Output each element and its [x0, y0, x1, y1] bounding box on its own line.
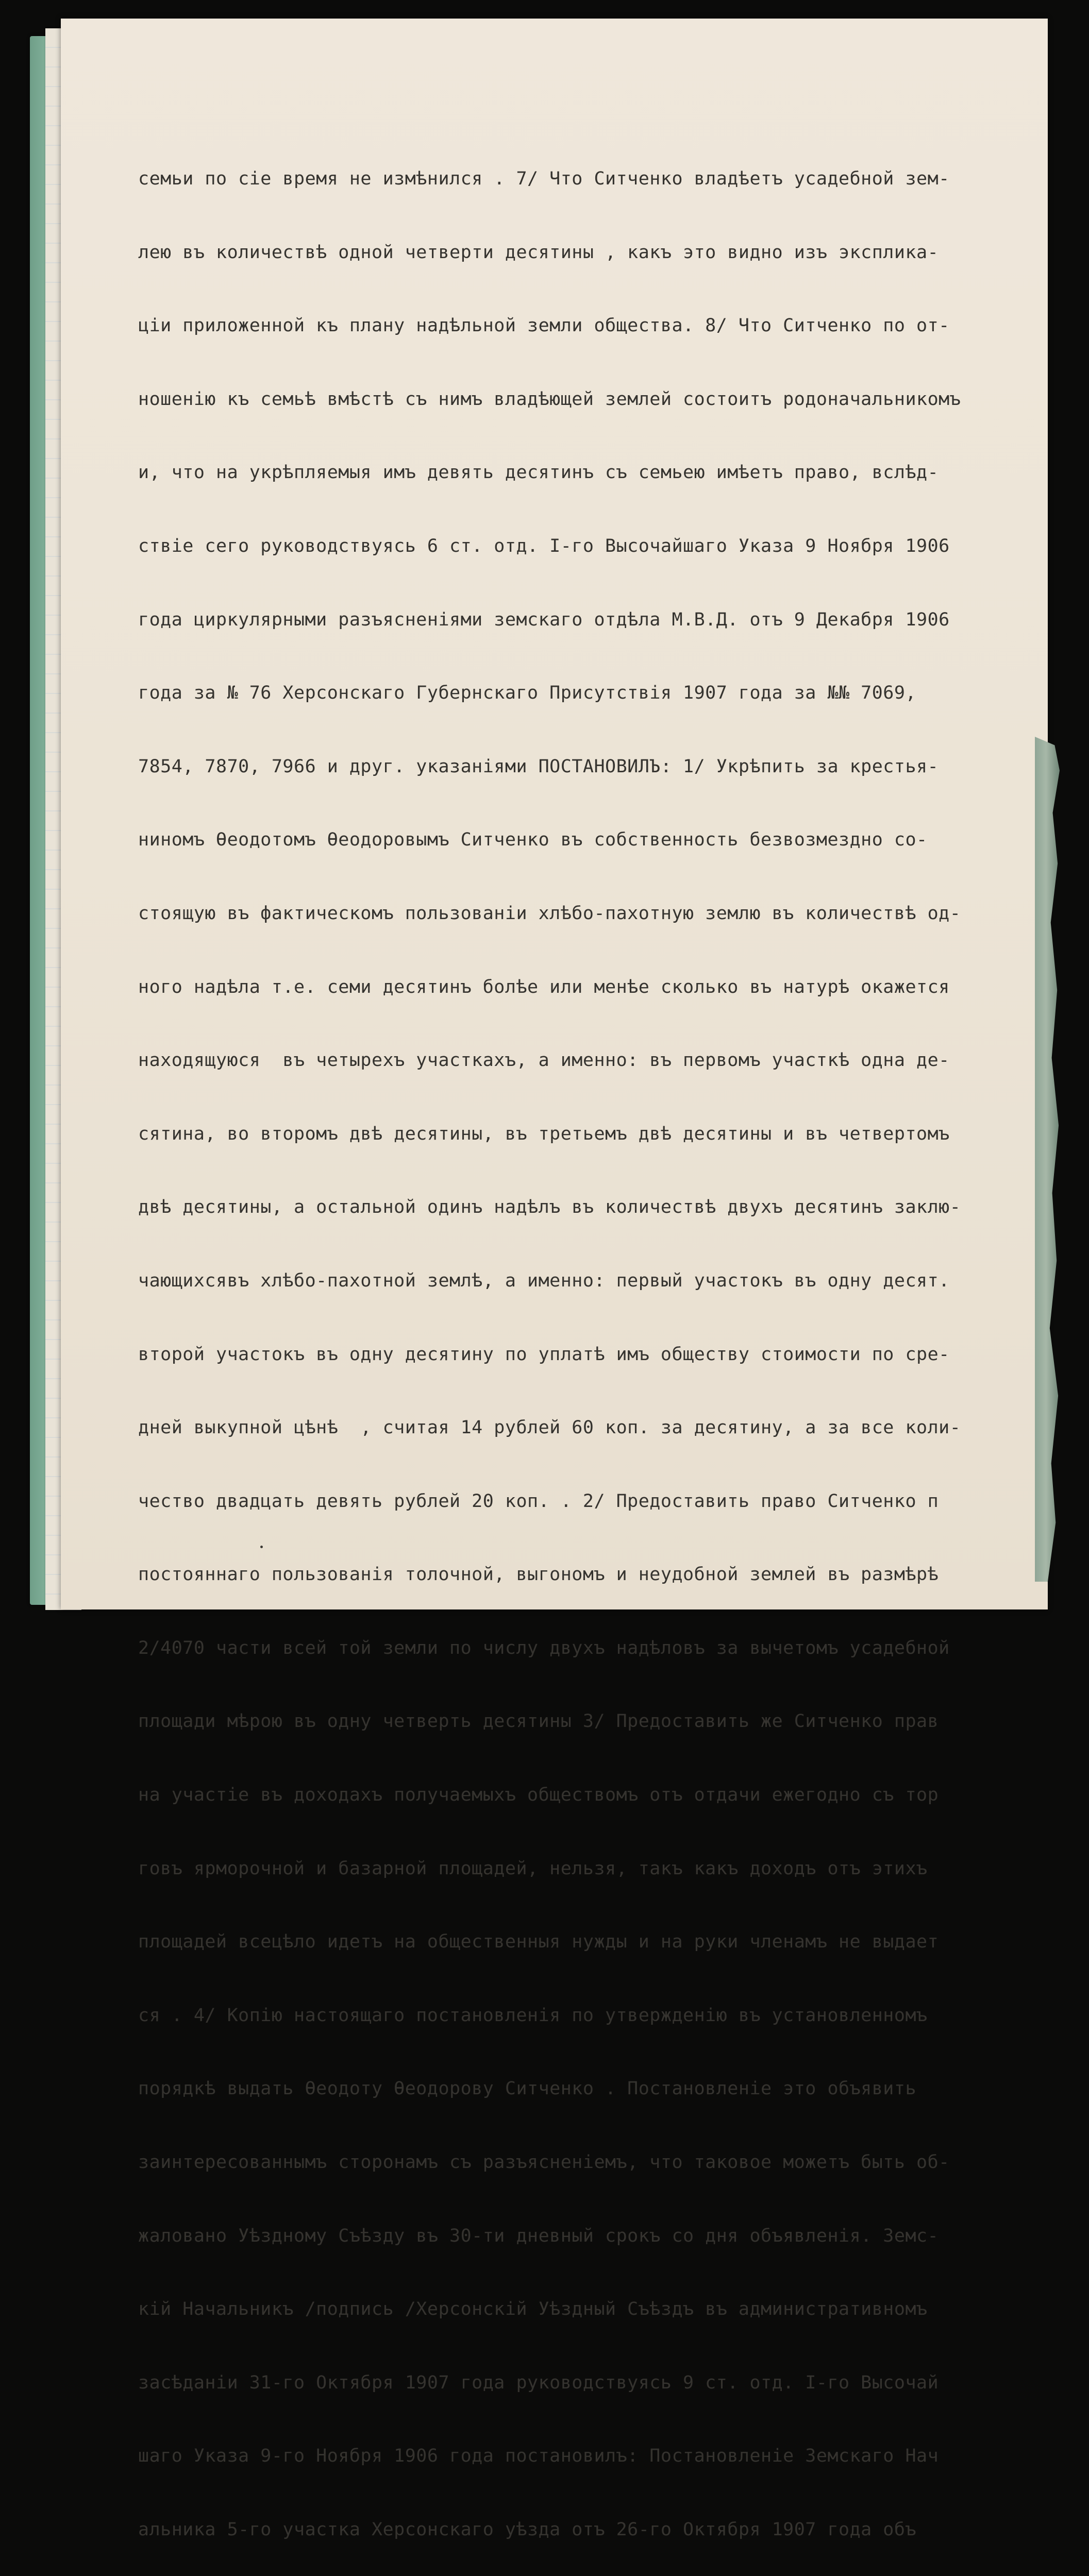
text-line: находящуюся въ четырехъ участкахъ, а именно: въ первомъ участкѣ одна де-	[138, 1050, 950, 1071]
text-line: кій Начальникъ /подпись /Херсонскій Уѣздный Съѣздъ въ административномъ	[138, 2299, 928, 2320]
text-line: двѣ десятины, а остальной одинъ надѣлъ въ количествѣ двухъ десятинъ заклю-	[138, 1197, 961, 1218]
text-line: ціи приложенной къ плану надѣльной земли общества. 8/ Что Ситченко по от-	[138, 315, 950, 336]
text-line: дней выкупной цѣнѣ , считая 14 рублей 60 коп. за десятину, а за все коли-	[138, 1417, 961, 1438]
text-line: и, что на укрѣпляемыя имъ девять десятинъ съ семьею имѣетъ право, вслѣд-	[138, 462, 939, 483]
text-line: говъ ярморочной и базарной площадей, нельзя, такъ какъ доходъ отъ этихъ	[138, 1858, 928, 1879]
text-line: ношенію къ семьѣ вмѣстѣ съ нимъ владѣющей землей состоитъ родоначальникомъ	[138, 388, 961, 410]
text-line: 7854, 7870, 7966 и друг. указаніями ПОСТАНОВИЛЪ: 1/ Укрѣпить за крестья-	[138, 756, 939, 777]
text-line: года циркулярными разъясненіями земскаго отдѣла М.В.Д. отъ 9 Декабря 1906	[138, 609, 950, 630]
ink-dot	[260, 1546, 263, 1548]
text-line: ся . 4/ Копію настоящаго постановленія по утвержденію въ установленномъ	[138, 2005, 928, 2026]
text-line: 2/4070 части всей той земли по числу двухъ надѣловъ за вычетомъ усадебной	[138, 1637, 950, 1658]
text-line: площадей всецѣло идетъ на общественныя нужды и на руки членамъ не выдает	[138, 1931, 939, 1953]
text-line: лею въ количествѣ одной четверти десятины , какъ это видно изъ эксплика-	[138, 242, 939, 263]
text-line: площади мѣрою въ одну четверть десятины 3/ Предоставить же Ситченко прав	[138, 1711, 939, 1732]
text-line: порядкѣ выдать Ѳеодоту Ѳеодорову Ситченко . Постановленіе это объявить	[138, 2078, 917, 2099]
text-line: шаго Указа 9-го Ноября 1906 года постановилъ: Постановленіе Земскаго Нач	[138, 2446, 939, 2467]
text-line: альника 5-го участка Херсонскаго уѣзда отъ 26-го Октября 1907 года объ	[138, 2519, 917, 2540]
text-line: второй участокъ въ одну десятину по уплатѣ имъ обществу стоимости по сре-	[138, 1344, 950, 1365]
text-line: жаловано Уѣздному Съѣзду въ 30-ти дневный срокъ со дня объявленія. Земс-	[138, 2225, 939, 2246]
text-line: ного надѣла т.е. семи десятинъ болѣе или менѣе сколько въ натурѣ окажется	[138, 976, 950, 997]
text-line: года за № 76 Херсонскаго Губернскаго Присутствія 1907 года за №№ 7069,	[138, 683, 917, 704]
text-line: ствіе сего руководствуясь 6 ст. отд. I-го Высочайшаго Указа 9 Ноября 1906	[138, 535, 950, 556]
text-line: семьи по сіе время не измѣнился . 7/ Что Ситченко владѣетъ усадебной зем-	[138, 168, 950, 189]
text-line: чающихсявъ хлѣбо-пахотной землѣ, а именно: первый участокъ въ одну десят.	[138, 1270, 950, 1291]
text-line: заинтересованнымъ сторонамъ съ разъясненіемъ, что таковое можетъ быть об-	[138, 2152, 950, 2173]
text-line: стоящую въ фактическомъ пользованіи хлѣбо-пахотную землю въ количествѣ од-	[138, 903, 961, 924]
text-line: чество двадцать девять рублей 20 коп. . 2/ Предоставить право Ситченко п	[138, 1490, 939, 1512]
text-line: засѣданіи 31-го Октября 1907 года руководствуясь 9 ст. отд. I-го Высочай	[138, 2372, 939, 2393]
text-line: на участіе въ доходахъ получаемыхъ обществомъ отъ отдачи ежегодно съ тор	[138, 1785, 939, 1806]
typewritten-text	[138, 122, 1066, 2576]
text-line: постояннаго пользованія толочной, выгономъ и неудобной землей въ размѣрѣ	[138, 1564, 939, 1585]
text-line: сятина, во второмъ двѣ десятины, въ третьемъ двѣ десятины и въ четвертомъ	[138, 1123, 950, 1144]
text-line: ниномъ Ѳеодотомъ Ѳеодоровымъ Ситченко въ собственность безвозмездно со-	[138, 829, 928, 851]
